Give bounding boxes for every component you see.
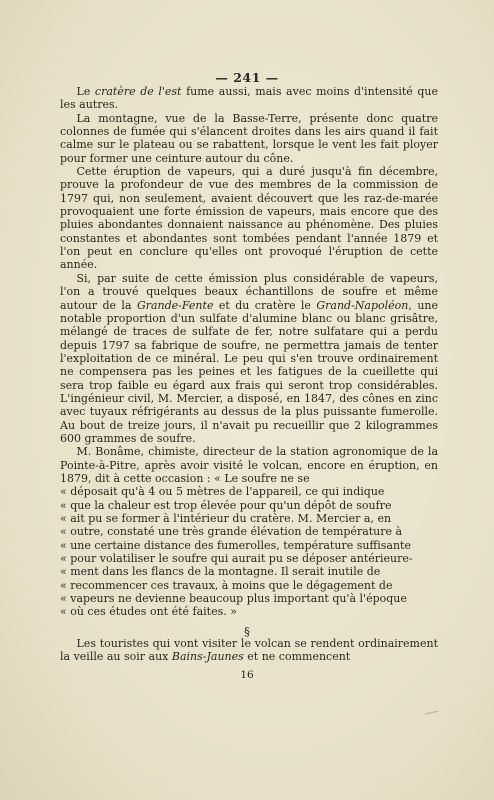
italic-term: Bains-Jaunes	[171, 650, 244, 664]
section-symbol: §	[244, 624, 250, 638]
quote-line: « pour volatiliser le soufre qui aurait pu se déposer antérieure-	[60, 552, 413, 566]
signature-number: 16	[240, 669, 254, 681]
paragraph: M. Bonâme, chimiste, directeur de la station agronomique de la Pointe-à-Pitre, après avoir visité le volcan, encore en éruption, en 1879, dit à cette occasion : « Le soufre ne se	[60, 445, 438, 485]
quote-line: « que la chaleur est trop élevée pour qu'un dépôt de soufre	[60, 498, 392, 512]
quote-line: « ment dans les flancs de la montagne. Il serait inutile de	[60, 565, 381, 579]
paragraph	[60, 85, 438, 112]
italic-term: cratère de l'est	[94, 85, 182, 98]
ink-mark	[425, 711, 439, 715]
text-run: Si, par suite de cette émission plus considérable de vapeurs, l'on a trouvé quelques beaux échantillons de soufre et même autour de la	[60, 271, 438, 312]
italic-term: Grande-Fente	[136, 298, 214, 312]
text-run: , une notable proportion d'un sulfate d'alumine blanc ou blanc grisâtre, mélangé de traces de sulfate de fer, notre sulfatare qui a perdu depuis 1797 sa fabrique de soufre, ne permettra jamais de tenter l'exploitation de ce minéral. Le peu qui s'en trouve ordinairement ne compensera pas les peines et les fatigues de la cueillette qui sera trop faible eu égard aux frais qui seront trop considérables. L'ingénieur civil, M. Mercier, a disposé, en 1847, des cônes en zinc avec tuyaux réfrigérants au dessus de la plus puissante fumerolle. Au bout de treize jours, il n'avait pu recueillir que 2 kilogrammes 600 grammes de soufre.	[60, 298, 438, 445]
paragraph: La montagne, vue de la Basse-Terre, présente donc quatre colonnes de fumée qui s'élancent droites dans les airs quand il fait calme sur le plateau ou se rabattent, lorsque le vent les fait ployer pour former une ceinture autour du cône.	[60, 111, 438, 165]
closing-text	[60, 637, 438, 664]
text-run: et du cratère le	[213, 298, 317, 312]
quote-line: « déposait qu'à 4 ou 5 mètres de l'appareil, ce qui indique	[60, 485, 385, 499]
italic-term: Grand-Napoléon	[316, 298, 409, 312]
text-run: Le	[76, 85, 95, 98]
quote-line: « recommencer ces travaux, à moins que le dégagement de	[60, 578, 393, 592]
text-run: Les touristes qui vont visiter le volcan se rendent ordinairement la veille au soir aux	[60, 637, 438, 664]
quote-line: « ait pu se former à l'intérieur du cratère. M. Mercier a, en	[60, 512, 392, 525]
quote-line: « outre, constaté une très grande élévation de température à	[60, 525, 403, 539]
page-number: — 241 —	[215, 70, 279, 85]
paragraph	[60, 637, 438, 664]
text-run: fume aussi, mais avec moins d'intensité que les autres.	[60, 85, 439, 112]
quote-line: « vapeurs ne devienne beaucoup plus important qu'à l'époque	[60, 592, 407, 606]
quote-line: « où ces études ont été faites. »	[60, 605, 237, 619]
paragraph: Cette éruption de vapeurs, qui a duré jusqu'à fin décembre, prouve la profondeur de vue des membres de la commission de 1797 qui, non seulement, avaient découvert que les raz-de-marée provoquaient une forte émission de vapeurs, mais encore que des pluies abondantes donnaient naissance au phénomène. Des pluies constantes et abondantes sont tombées pendant l'année 1879 et l'on peut en conclure qu'elles ont provoqué l'éruption de cette année.	[60, 165, 438, 272]
body-text	[60, 85, 438, 619]
text-run: et ne commencent	[243, 650, 351, 664]
paragraph	[60, 272, 438, 445]
quote-line: « une certaine distance des fumerolles, température suffisante	[60, 538, 411, 552]
